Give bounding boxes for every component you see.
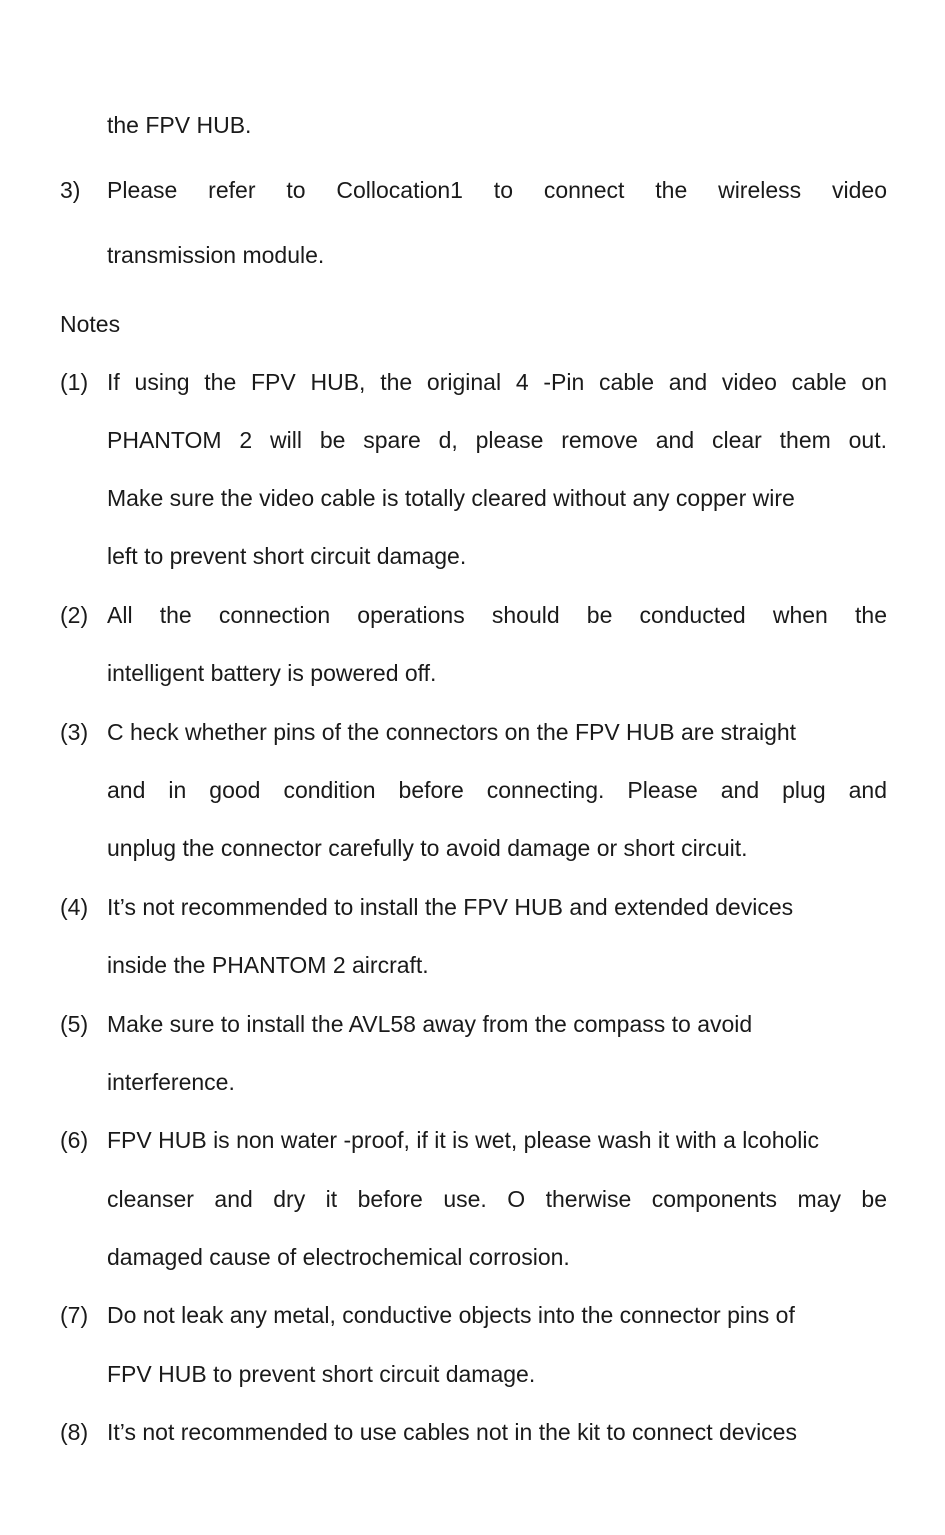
note-text-line: and in good condition before connecting. Please and plug and bbox=[107, 777, 887, 803]
note-text-line: All the connection operations should be conducted when the bbox=[107, 602, 887, 628]
step-number: 3) bbox=[60, 177, 81, 203]
note-text-line: cleanser and dry it before use. O therwise components may be bbox=[107, 1186, 887, 1212]
note-text-line: inside the PHANTOM 2 aircraft. bbox=[107, 952, 429, 978]
note-text-line: FPV HUB is non water -proof, if it is wet, please wash it with a lcoholic bbox=[107, 1127, 820, 1153]
note-text-line: damaged cause of electrochemical corrosion. bbox=[107, 1244, 570, 1270]
note-text-line: intelligent battery is powered off. bbox=[107, 660, 437, 686]
note-number: (1) bbox=[60, 369, 89, 395]
note-number: (5) bbox=[60, 1011, 89, 1037]
note-number: (8) bbox=[60, 1419, 89, 1445]
note-text-line: It’s not recommended to install the FPV HUB and extended devices bbox=[107, 894, 794, 920]
note-text-line: PHANTOM 2 will be spare d, please remove and clear them out. bbox=[107, 427, 887, 453]
step-text-line: Please refer to Collocation1 to connect the wireless video bbox=[107, 177, 887, 203]
note-number: (6) bbox=[60, 1127, 89, 1153]
continuation-text: the FPV HUB. bbox=[107, 112, 252, 138]
note-text-line: Make sure the video cable is totally cleared without any copper wire bbox=[107, 485, 795, 511]
note-number: (7) bbox=[60, 1302, 89, 1328]
note-text-line: It’s not recommended to use cables not in the kit to connect devices bbox=[107, 1419, 797, 1445]
note-text-line: unplug the connector carefully to avoid damage or short circuit. bbox=[107, 835, 748, 861]
note-text-line: left to prevent short circuit damage. bbox=[107, 543, 467, 569]
notes-heading: Notes bbox=[60, 311, 121, 337]
note-text-line: interference. bbox=[107, 1069, 235, 1095]
step-text-line: transmission module. bbox=[107, 242, 325, 268]
note-text-line: Make sure to install the AVL58 away from the compass to avoid bbox=[107, 1011, 753, 1037]
note-number: (2) bbox=[60, 602, 89, 628]
note-text-line: C heck whether pins of the connectors on the FPV HUB are straight bbox=[107, 719, 797, 745]
note-number: (4) bbox=[60, 894, 89, 920]
note-number: (3) bbox=[60, 719, 89, 745]
note-text-line: Do not leak any metal, conductive objects into the connector pins of bbox=[107, 1302, 795, 1328]
note-text-line: If using the FPV HUB, the original 4 -Pin cable and video cable on bbox=[107, 369, 887, 395]
note-text-line: FPV HUB to prevent short circuit damage. bbox=[107, 1361, 536, 1387]
